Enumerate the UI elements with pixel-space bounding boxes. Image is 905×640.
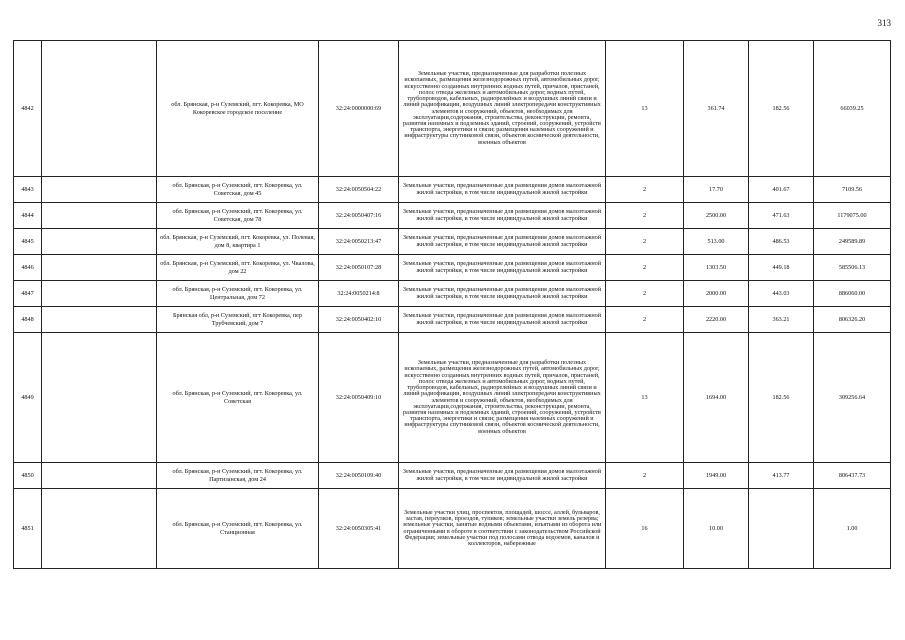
area-cell: 2000.00: [684, 281, 749, 307]
cadastral-value-cell: 585506.13: [814, 255, 891, 281]
cadastral-value-cell: 249589.89: [814, 229, 891, 255]
table-body: [14, 41, 891, 569]
cadastral-number-cell: 32:24:0050305:41: [319, 489, 399, 569]
specific-value-cell: 363.21: [749, 307, 814, 333]
table-row: [14, 229, 891, 255]
cadastral-number-cell: 32:24:0050504:22: [319, 177, 399, 203]
cadastral-number-cell: 32:24:0050409:10: [319, 333, 399, 463]
land-use-description-cell: Земельные участки, предназначенные для размещения домов малоэтажной жилой застройки, в том числе индивидуальной жилой застройки: [399, 255, 606, 281]
land-use-description-cell: Земельные участки, предназначенные для разработки полезных ископаемых, размещения железнодорожных путей, автомобильных дорог, искусственно созданных внутренних водных путей, причалов, пристаней, полос отвода железных и автомобильных дорог, водных путей, трубопроводов, кабельных, радиорелейных и воздушных линий связи и линий радиофикации, воздушных линий электропередачи конструктивных элементов и сооружений, объектов, необходимых для эксплуатации,содержания, строительства, реконструкции, ремонта, развития наземных и подземных зданий, строений, сооружений, устройств транспорта, энергетики и связи; размещения наземных сооружений и инфраструктуры спутниковой связи, объектов космической деятельности, военных объектов: [399, 41, 606, 177]
use-group-code-cell: 2: [606, 177, 684, 203]
row-number: 4850: [14, 463, 42, 489]
blank-cell: [42, 229, 157, 255]
specific-value-cell: 182.56: [749, 333, 814, 463]
cadastral-number-cell: 32:24:0050109:40: [319, 463, 399, 489]
specific-value-cell: 182.56: [749, 41, 814, 177]
blank-cell: [42, 41, 157, 177]
cadastral-value-cell: 806326.20: [814, 307, 891, 333]
use-group-code-cell: 13: [606, 41, 684, 177]
blank-cell: [42, 177, 157, 203]
cadastral-value-cell: 806437.73: [814, 463, 891, 489]
cadastral-number-cell: 32:24:0050407:16: [319, 203, 399, 229]
address-cell: обл. Брянская, р-н Суземский, пгт. Кокоревка, ул. Чкалова, дом 22: [157, 255, 319, 281]
area-cell: 513.00: [684, 229, 749, 255]
cadastral-number-cell: 32:24:0050107:28: [319, 255, 399, 281]
land-use-description-cell: Земельные участки, предназначенные для размещения домов малоэтажной жилой застройки, в том числе индивидуальной жилой застройки: [399, 203, 606, 229]
area-cell: 1949.00: [684, 463, 749, 489]
table-row: [14, 41, 891, 177]
table-row: [14, 255, 891, 281]
table-row: [14, 489, 891, 569]
use-group-code-cell: 2: [606, 203, 684, 229]
cadastral-value-cell: 1.00: [814, 489, 891, 569]
address-cell: обл. Брянская, р-н Суземский, пгт. Кокоревка, ул. Партизанская, дом 24: [157, 463, 319, 489]
page-number: 313: [877, 18, 891, 28]
specific-value-cell: 443.03: [749, 281, 814, 307]
row-number: 4845: [14, 229, 42, 255]
specific-value-cell: 449.18: [749, 255, 814, 281]
area-cell: 1694.00: [684, 333, 749, 463]
address-cell: обл. Брянская, р-н Суземский, пгт. Кокоревка, МО Кокоревское городское поселение: [157, 41, 319, 177]
specific-value-cell: [749, 489, 814, 569]
land-use-description-cell: Земельные участки, предназначенные для размещения домов малоэтажной жилой застройки, в том числе индивидуальной жилой застройки: [399, 281, 606, 307]
address-cell: обл. Брянская, р-н Суземский, пгт. Кокоревка, ул. Советская: [157, 333, 319, 463]
address-cell: обл. Брянская, р-н Суземский, пгт. Кокоревка, ул. Советская, дом 78: [157, 203, 319, 229]
cadastral-number-cell: 32:24:0000000:69: [319, 41, 399, 177]
area-cell: 10.00: [684, 489, 749, 569]
address-cell: обл. Брянская, р-н Суземский, пгт. Кокоревка, ул. Центральная, дом 72: [157, 281, 319, 307]
cadastral-value-cell: 66039.25: [814, 41, 891, 177]
area-cell: 17.70: [684, 177, 749, 203]
blank-cell: [42, 281, 157, 307]
area-cell: 1303.50: [684, 255, 749, 281]
specific-value-cell: 486.53: [749, 229, 814, 255]
blank-cell: [42, 203, 157, 229]
use-group-code-cell: 2: [606, 255, 684, 281]
cadastral-number-cell: 32:24:0050213:47: [319, 229, 399, 255]
table-row: [14, 463, 891, 489]
row-number: 4847: [14, 281, 42, 307]
table-row: [14, 177, 891, 203]
table-row: [14, 281, 891, 307]
row-number: 4843: [14, 177, 42, 203]
area-cell: 361.74: [684, 41, 749, 177]
specific-value-cell: 401.67: [749, 177, 814, 203]
table-row: [14, 203, 891, 229]
address-cell: обл. Брянская, р-н Суземский, пгт. Кокоревка, ул. Полевая, дом 8, квартира 1: [157, 229, 319, 255]
address-cell: обл. Брянская, р-н Суземский, пгт. Кокоревка, ул. Советская, дом 45: [157, 177, 319, 203]
land-use-description-cell: Земельные участки, предназначенные для размещения домов малоэтажной жилой застройки, в том числе индивидуальной жилой застройки: [399, 463, 606, 489]
cadastral-value-cell: 309256.64: [814, 333, 891, 463]
row-number: 4851: [14, 489, 42, 569]
table-row: [14, 307, 891, 333]
blank-cell: [42, 255, 157, 281]
table-row: [14, 333, 891, 463]
blank-cell: [42, 307, 157, 333]
area-cell: 2500.00: [684, 203, 749, 229]
use-group-code-cell: 2: [606, 463, 684, 489]
row-number: 4842: [14, 41, 42, 177]
use-group-code-cell: 2: [606, 229, 684, 255]
row-number: 4844: [14, 203, 42, 229]
cadastral-value-cell: 1179075.00: [814, 203, 891, 229]
cadastral-value-cell: 886060.00: [814, 281, 891, 307]
cadastral-number-cell: 32:24:0050214:8: [319, 281, 399, 307]
use-group-code-cell: 16: [606, 489, 684, 569]
blank-cell: [42, 463, 157, 489]
cadastral-number-cell: 32:24:0050402:10: [319, 307, 399, 333]
blank-cell: [42, 333, 157, 463]
address-cell: обл. Брянская, р-н Суземский, пгт. Кокоревка, ул. Станционная: [157, 489, 319, 569]
area-cell: 2220.00: [684, 307, 749, 333]
land-use-description-cell: Земельные участки, предназначенные для размещения домов малоэтажной жилой застройки, в том числе индивидуальной жилой застройки: [399, 177, 606, 203]
use-group-code-cell: 2: [606, 307, 684, 333]
address-cell: Брянская обл, р-н Суземский, пгт Кокоревка, пер Трубчевский, дом 7: [157, 307, 319, 333]
land-use-description-cell: Земельные участки, предназначенные для разработки полезных ископаемых, размещения железнодорожных путей, автомобильных дорог, искусственно созданных внутренних водных путей, причалов, пристаней, полос отвода железных и автомобильных дорог, водных путей, трубопроводов, кабельных, радиорелейных и воздушных линий связи и линий радиофикации, воздушных линий электропередачи конструктивных элементов и сооружений, объектов, необходимых для эксплуатации,содержания, строительства, реконструкции, ремонта, развития наземных и подземных зданий, строений, сооружений, устройств транспорта, энергетики и связи; размещения наземных сооружений и инфраструктуры спутниковой связи, объектов космической деятельности, военных объектов: [399, 333, 606, 463]
use-group-code-cell: 2: [606, 281, 684, 307]
blank-cell: [42, 489, 157, 569]
land-use-description-cell: Земельные участки, предназначенные для размещения домов малоэтажной жилой застройки, в том числе индивидуальной жилой застройки: [399, 229, 606, 255]
land-use-description-cell: Земельные участки, предназначенные для размещения домов малоэтажной жилой застройки, в том числе индивидуальной жилой застройки: [399, 307, 606, 333]
specific-value-cell: 471.63: [749, 203, 814, 229]
land-use-description-cell: Земельные участки улиц, проспектов, площадей, шоссе, аллей, бульваров, застав, переулков, проездов, тупиков; земельные участки земель резерва; земельные участки, занятые водными объектами, изъятыми из оборота или ограниченными в обороте в соответствии с законодательством Российской Федерации; земельные участки под полосами отвода водоемов, каналов и коллекторов, набережные: [399, 489, 606, 569]
specific-value-cell: 413.77: [749, 463, 814, 489]
cadastral-value-cell: 7109.56: [814, 177, 891, 203]
row-number: 4846: [14, 255, 42, 281]
cadastral-value-table: [13, 40, 891, 569]
use-group-code-cell: 13: [606, 333, 684, 463]
row-number: 4849: [14, 333, 42, 463]
row-number: 4848: [14, 307, 42, 333]
